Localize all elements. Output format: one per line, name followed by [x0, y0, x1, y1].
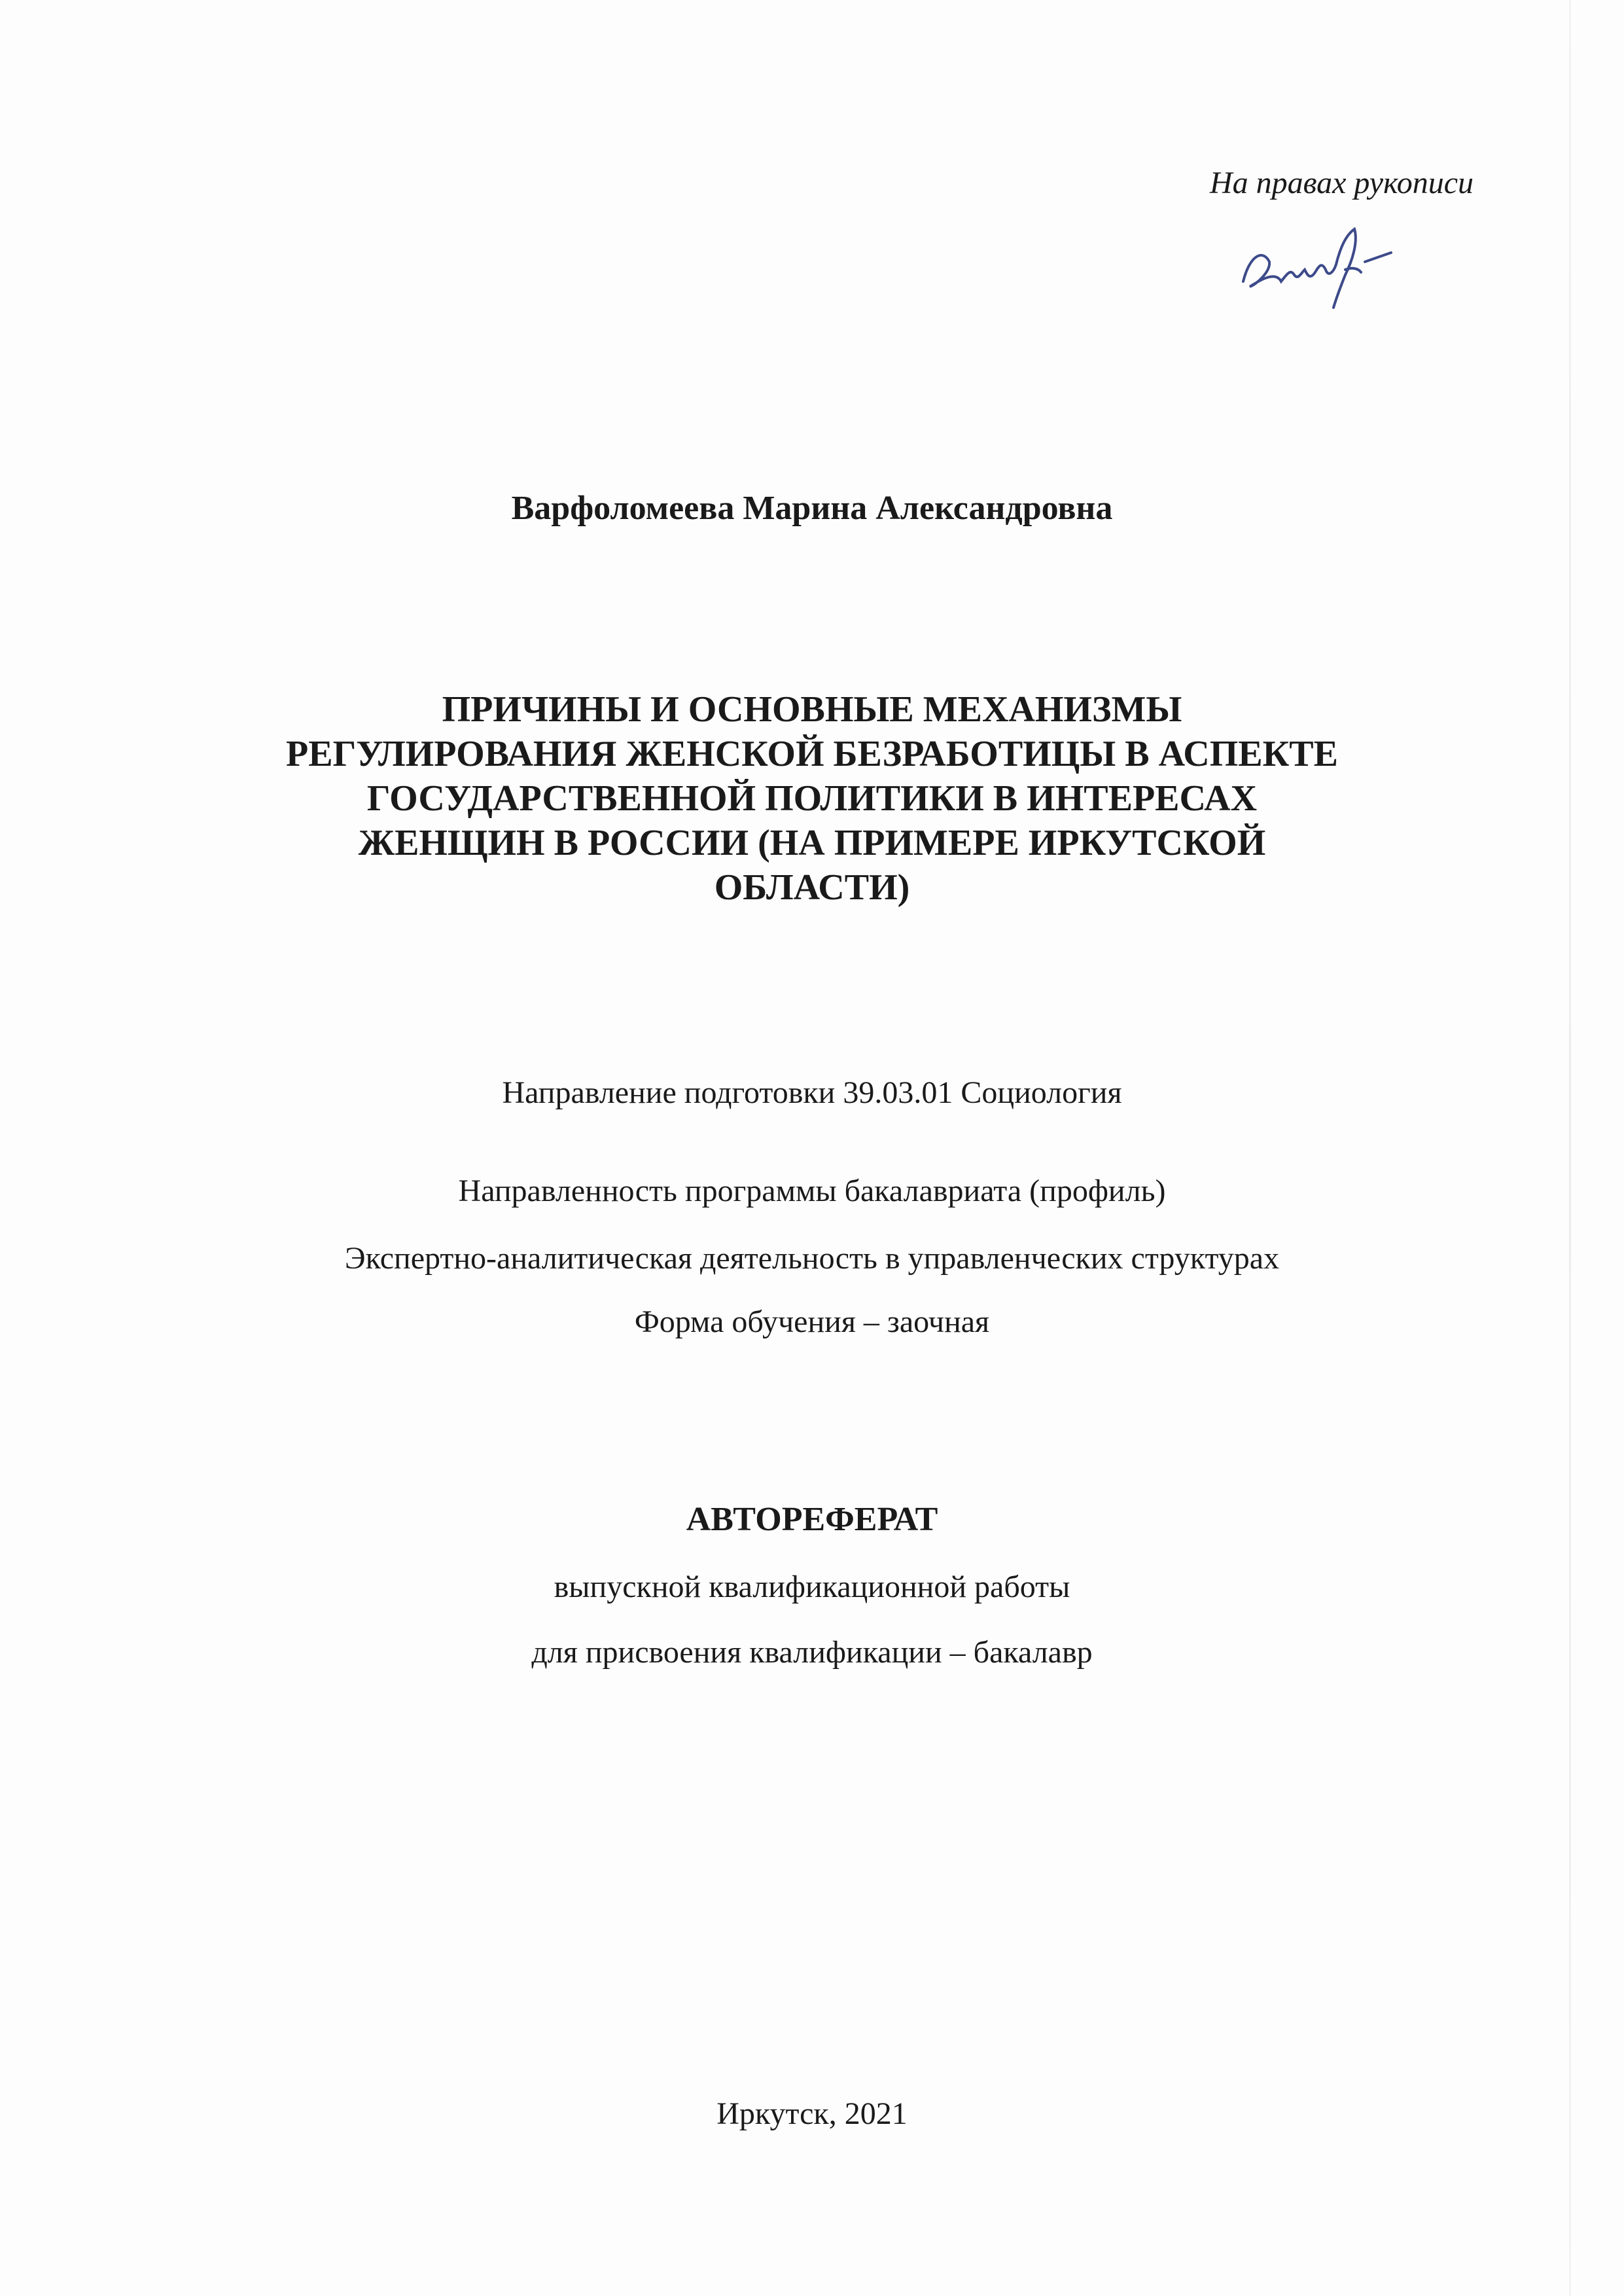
city-year: Иркутск, 2021	[716, 2096, 908, 2131]
author-name: Варфоломеева Марина Александровна	[511, 490, 1113, 527]
program-focus: Направленность программы бакалавриата (профиль)	[458, 1174, 1166, 1208]
handwritten-signature	[1230, 209, 1439, 314]
study-direction: Направление подготовки 39.03.01 Социология	[502, 1075, 1122, 1110]
study-form: Форма обучения – заочная	[634, 1304, 990, 1339]
work-type: выпускной квалификационной работы	[554, 1570, 1070, 1604]
manuscript-rights-note: На правах рукописи	[1209, 166, 1474, 200]
qualification-line: для присвоения квалификации – бакалавр	[531, 1635, 1093, 1670]
scan-edge	[1569, 0, 1571, 2296]
abstract-heading: АВТОРЕФЕРАТ	[686, 1501, 938, 1538]
program-specialty: Экспертно-аналитическая деятельность в управленческих структурах	[344, 1241, 1280, 1276]
thesis-title: ПРИЧИНЫ И ОСНОВНЫЕ МЕХАНИЗМЫ РЕГУЛИРОВАНИЯ ЖЕНСКОЙ БЕЗРАБОТИЦЫ В АСПЕКТЕ ГОСУДАРСТВЕННОЙ ПОЛИТИКИ В ИНТЕРЕСАХ ЖЕНЩИН В РОССИИ (НА ПРИМЕРЕ ИРКУТСКОЙ ОБЛАСТИ)	[286, 689, 1338, 908]
